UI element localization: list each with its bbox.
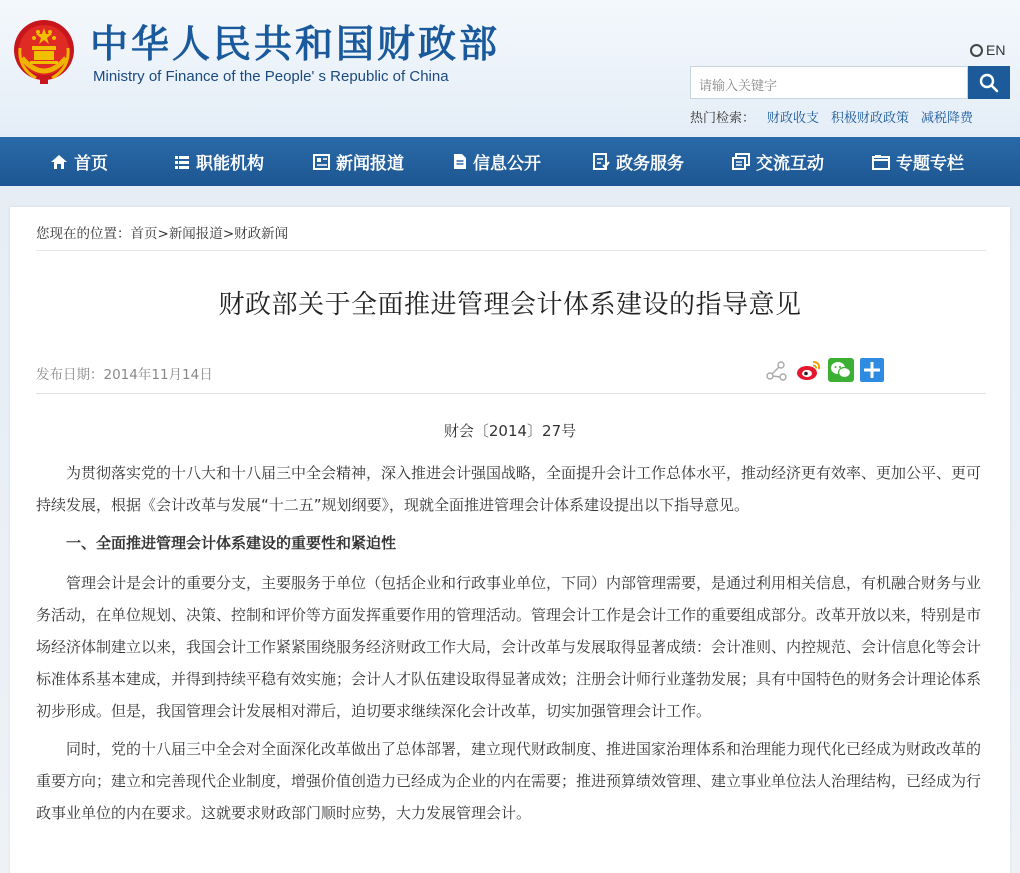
service-icon: [593, 153, 610, 170]
article-body: [36, 457, 986, 835]
nav-item-label: 职能机构: [196, 154, 264, 174]
hot-word-link[interactable]: 减税降费: [921, 111, 974, 126]
nav-item-news[interactable]: [313, 137, 404, 186]
breadcrumb-link-home[interactable]: 首页: [130, 226, 158, 242]
nav-item-label: 信息公开: [473, 154, 541, 174]
divider: [36, 393, 986, 394]
nav-item-interaction[interactable]: [732, 137, 824, 186]
language-label: EN: [986, 42, 1006, 58]
breadcrumb: 您现在的位置：首页>新闻报道>财政新闻: [36, 226, 289, 242]
hot-search-label: 热门检索：: [690, 111, 756, 126]
nav-item-label: 交流互动: [756, 154, 824, 174]
hot-word-link[interactable]: 积极财政政策: [831, 111, 910, 126]
search-input[interactable]: 请输入关键字: [690, 66, 968, 99]
site-title-en[interactable]: Ministry of Finance of the People' s Republic of China: [93, 68, 449, 85]
breadcrumb-prefix: 您现在的位置：: [36, 226, 131, 242]
plus-share-icon[interactable]: [860, 358, 884, 382]
window-icon: [872, 154, 890, 170]
paragraph: 同时，党的十八届三中全会对全面深化改革做出了总体部署，建立现代财政制度、推进国家治理体系和治理能力现代化已经成为财政改革的重要方向；建立和完善现代企业制度，增强价值创造力已经成为企业的内在需要；推进预算绩效管理、建立事业单位法人治理结构，已经成为行政事业单位的内在要求。这就要求财政部门顺时应势，大力发展管理会计。: [36, 740, 982, 822]
hot-search: [690, 107, 973, 126]
divider: [36, 250, 986, 251]
chat-icon: [732, 153, 750, 170]
publish-date: 发布日期：2014年11月14日: [36, 367, 213, 383]
breadcrumb-link-finance-news[interactable]: 财政新闻: [234, 226, 289, 242]
home-icon: [50, 154, 68, 170]
nav-item-label: 新闻报道: [336, 154, 404, 174]
section-heading: 一、全面推进管理会计体系建设的重要性和紧迫性: [66, 534, 397, 552]
language-switch[interactable]: [970, 42, 1005, 58]
nav-item-special-topics[interactable]: [872, 137, 964, 186]
nav-item-departments[interactable]: [174, 137, 264, 186]
network-share-icon[interactable]: [764, 358, 788, 382]
paragraph: 管理会计是会计的重要分支，主要服务于单位（包括企业和行政事业单位，下同）内部管理需要，是通过利用相关信息，有机融合财务与业务活动，在单位规划、决策、控制和评价等方面发挥重要作用的管理活动。管理会计工作是会计工作的重要组成部分。改革开放以来，特别是市场经济体制建立以来，我国会计工作紧紧围绕服务经济财政工作大局，会计改革与发展取得显著成绩：会计准则、内控规范、会计信息化等会计标准体系基本建成，并得到持续平稳有效实施；会计人才队伍建设取得显著成效；注册会计师行业蓬勃发展；具有中国特色的财务会计理论体系初步形成。但是，我国管理会计发展相对滞后，迫切要求继续深化会计改革，切实加强管理会计工作。: [36, 574, 982, 720]
globe-icon: [970, 44, 983, 57]
breadcrumb-link-news[interactable]: 新闻报道: [168, 226, 223, 242]
nav-item-label: 专题专栏: [896, 154, 964, 174]
national-emblem-icon[interactable]: [12, 18, 76, 86]
list-icon: [174, 154, 190, 170]
site-title-cn[interactable]: 中华人民共和国财政部: [90, 22, 501, 66]
share-bar: [764, 358, 884, 382]
hot-word-link[interactable]: 财政收支: [767, 111, 820, 126]
nav-item-label: 首页: [74, 154, 108, 174]
weibo-icon[interactable]: [796, 358, 820, 382]
nav-item-home[interactable]: [50, 137, 108, 186]
wechat-icon[interactable]: [828, 358, 852, 382]
article-title: 财政部关于全面推进管理会计体系建设的指导意见: [218, 290, 802, 320]
main-nav: [0, 137, 1020, 186]
nav-item-gov-services[interactable]: [593, 137, 684, 186]
nav-item-label: 政务服务: [616, 154, 684, 174]
nav-item-info-disclosure[interactable]: [453, 137, 541, 186]
document-icon: [453, 153, 467, 170]
newspaper-icon: [313, 154, 330, 170]
search-icon: [979, 73, 999, 93]
paragraph: 为贯彻落实党的十八大和十八届三中全会精神，深入推进会计强国战略，全面提升会计工作总体水平，推动经济更有效率、更加公平、更可持续发展，根据《会计改革与发展“十二五”规划纲要》，现就全面推进管理会计体系建设提出以下指导意见。: [36, 464, 982, 514]
search-button[interactable]: [968, 66, 1010, 99]
document-number: 财会〔2014〕27号: [443, 422, 577, 440]
